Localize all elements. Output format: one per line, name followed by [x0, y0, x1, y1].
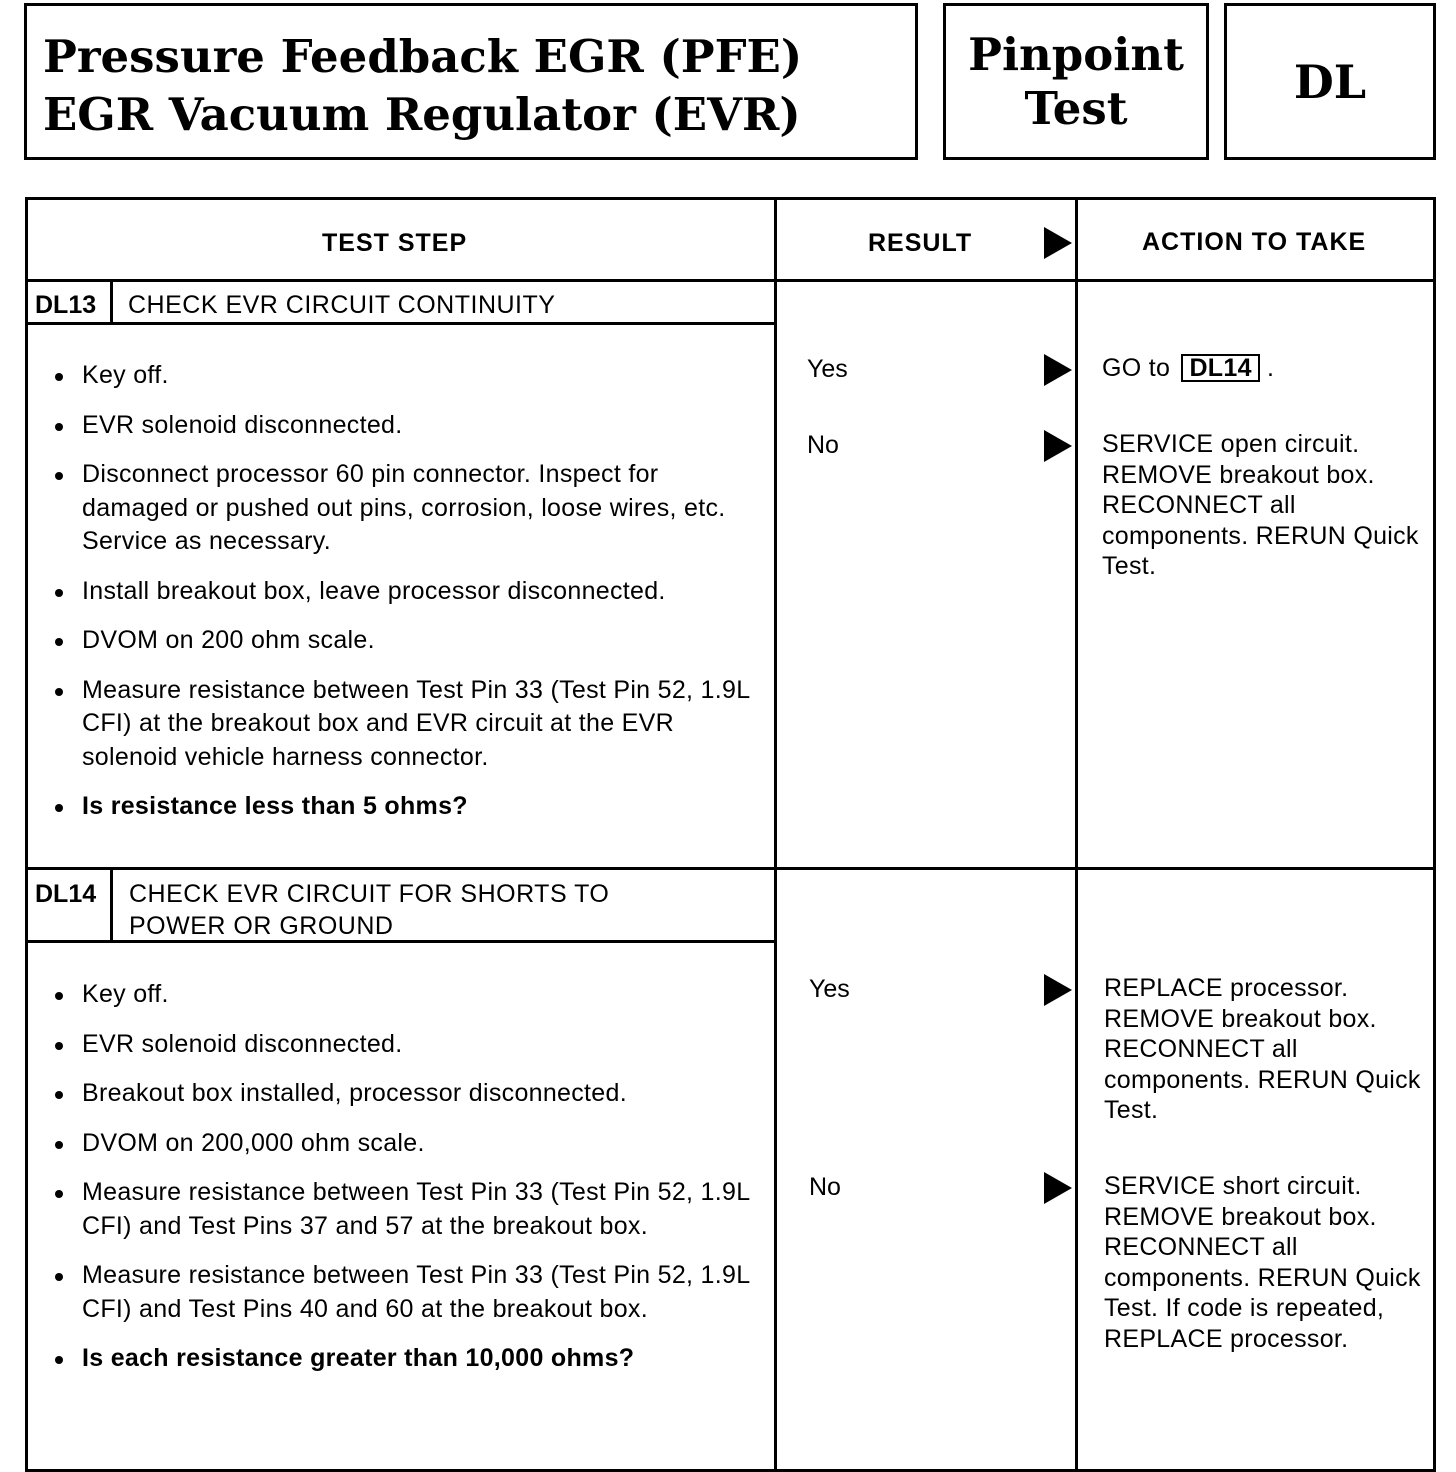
- dl13-action-yes-suffix: .: [1267, 354, 1275, 382]
- dl13-action-yes: [1102, 353, 1422, 384]
- title-line-1: Pressure Feedback EGR (PFE): [43, 30, 803, 83]
- pinpoint-test-box: [943, 3, 1209, 160]
- dl13-step-id: DL13: [35, 291, 97, 319]
- row-divider: [25, 867, 1436, 870]
- column-divider-result: [774, 197, 777, 1472]
- dl13-result-no: No: [807, 431, 839, 459]
- header-row-divider: [25, 279, 1436, 282]
- list-item: EVR solenoid disconnected.: [55, 1028, 755, 1062]
- dl14-step-title-line-1: CHECK EVR CIRCUIT FOR SHORTS TO: [129, 880, 610, 908]
- title-box: [24, 3, 918, 160]
- column-divider-action: [1075, 197, 1078, 1472]
- list-item: Key off.: [55, 359, 755, 393]
- column-header-result: RESULT: [868, 229, 973, 257]
- dl13-id-divider: [110, 282, 113, 324]
- test-code: DL: [1293, 54, 1367, 109]
- list-item-question: Is resistance less than 5 ohms?: [55, 790, 755, 824]
- pinpoint-label: Pinpoint: [968, 27, 1184, 81]
- result-arrow-icon: [1044, 227, 1072, 259]
- list-item-question: Is each resistance greater than 10,000 ohms?: [55, 1342, 755, 1376]
- dl14-reference: DL14: [1181, 354, 1259, 382]
- list-item: DVOM on 200,000 ohm scale.: [55, 1127, 755, 1161]
- column-header-test-step: TEST STEP: [322, 229, 468, 257]
- list-item: Breakout box installed, processor disconnected.: [55, 1077, 755, 1111]
- dl14-action-no: SERVICE short circuit. REMOVE breakout box. RECONNECT all components. RERUN Quick Test. If code is repeated, REPLACE processor.: [1104, 1172, 1421, 1353]
- dl14-result-no: No: [809, 1173, 841, 1201]
- dl13-no-arrow-icon: [1044, 430, 1072, 462]
- dl13-header-underline: [25, 322, 776, 325]
- dl13-step-title: CHECK EVR CIRCUIT CONTINUITY: [128, 291, 556, 319]
- title-line-2: EGR Vacuum Regulator (EVR): [43, 88, 801, 141]
- list-item: EVR solenoid disconnected.: [55, 409, 755, 443]
- dl13-bullet-list: [55, 359, 755, 824]
- test-code-box: [1224, 3, 1436, 160]
- dl14-result-yes: Yes: [809, 975, 850, 1003]
- dl13-result-yes: Yes: [807, 355, 848, 383]
- dl14-step-title-line-2: POWER OR GROUND: [129, 912, 394, 940]
- list-item: Measure resistance between Test Pin 33 (Test Pin 52, 1.9L CFI) and Test Pins 40 and 60 at the breakout box.: [55, 1259, 755, 1326]
- list-item: Disconnect processor 60 pin connector. Inspect for damaged or pushed out pins, corrosion, loose wires, etc. Service as necessary.: [55, 458, 755, 559]
- list-item: Key off.: [55, 978, 755, 1012]
- list-item: DVOM on 200 ohm scale.: [55, 624, 755, 658]
- list-item: Measure resistance between Test Pin 33 (Test Pin 52, 1.9L CFI) at the breakout box and EVR circuit at the EVR solenoid vehicle harness connector.: [55, 674, 755, 775]
- test-label: Test: [1024, 81, 1128, 135]
- dl14-action-yes: REPLACE processor. REMOVE breakout box. RECONNECT all components. RERUN Quick Test.: [1104, 974, 1421, 1124]
- dl14-step-id: DL14: [35, 880, 97, 908]
- dl13-action-no: SERVICE open circuit. REMOVE breakout box. RECONNECT all components. RERUN Quick Test.: [1102, 430, 1419, 580]
- dl14-no-arrow-icon: [1044, 1172, 1072, 1204]
- dl14-step-title: [129, 878, 609, 942]
- dl13-action-yes-prefix: GO to: [1102, 354, 1171, 382]
- dl14-bullet-list: [55, 978, 755, 1376]
- column-header-action: ACTION TO TAKE: [1142, 228, 1367, 256]
- list-item: Measure resistance between Test Pin 33 (Test Pin 52, 1.9L CFI) and Test Pins 37 and 57 at the breakout box.: [55, 1176, 755, 1243]
- dl13-yes-arrow-icon: [1044, 354, 1072, 386]
- dl14-id-divider: [110, 870, 113, 942]
- list-item: Install breakout box, leave processor disconnected.: [55, 575, 755, 609]
- dl14-yes-arrow-icon: [1044, 974, 1072, 1006]
